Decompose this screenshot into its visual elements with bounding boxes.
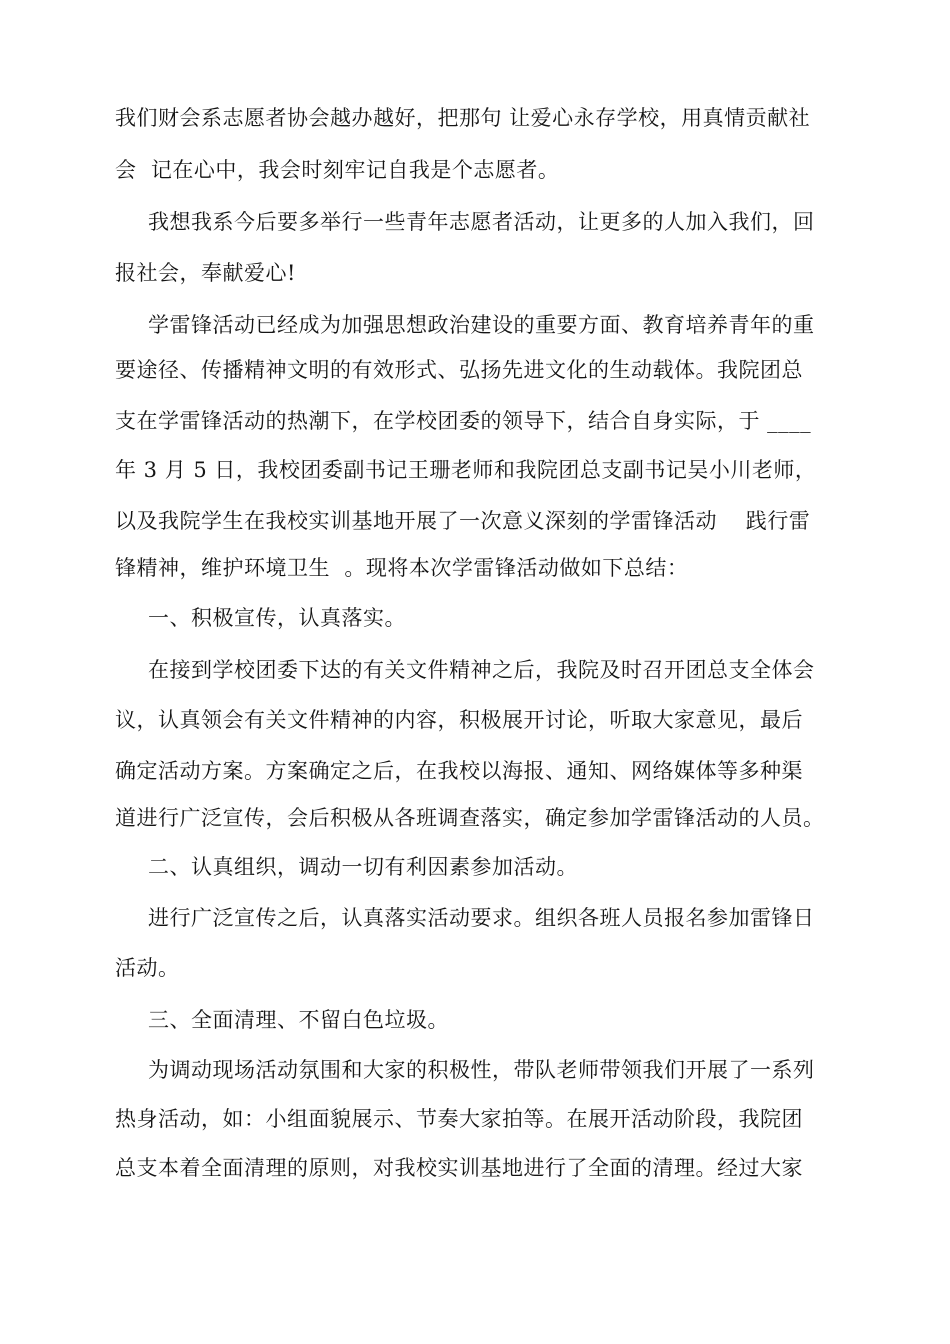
text-line: 进行广泛宣传之后，认真落实活动要求。组织各班人员报名参加雷锋日 [148,906,815,930]
text-line: 以及我院学生在我校实训基地开展了一次意义深刻的学雷锋活动 践行雷 [115,509,811,533]
text-line: 会 记在心中，我会时刻牢记自我是个志愿者。 [115,158,560,182]
text-line: 在接到学校团委下达的有关文件精神之后，我院及时召开团总支全体会 [148,658,815,682]
text-line: 学雷锋活动已经成为加强思想政治建设的重要方面、教育培养青年的重 [148,313,815,337]
text-line: 为调动现场活动氛围和大家的积极性，带队老师带领我们开展了一系列 [148,1058,815,1082]
text-line: 热身活动，如：小组面貌展示、节奏大家拍等。在展开活动阶段，我院团 [115,1107,803,1131]
text-line: 要途径、传播精神文明的有效形式、弘扬先进文化的生动载体。我院团总 [115,358,803,382]
section-heading: 一、积极宣传，认真落实。 [148,606,406,630]
text-line: 道进行广泛宣传，会后积极从各班调查落实，确定参加学雷锋活动的人员。 [115,806,825,830]
section-heading: 二、认真组织，调动一切有利因素参加活动。 [148,855,578,879]
text-line: 报社会，奉献爱心! [115,261,296,285]
text-line: 年 3 月 5 日，我校团委副书记王珊老师和我院团总支副书记吴小川老师， [115,458,817,482]
text-line: 议，认真领会有关文件精神的内容，积极展开讨论，听取大家意见，最后 [115,708,803,732]
section-heading: 三、全面清理、不留白色垃圾。 [148,1008,449,1032]
text-line: 活动。 [115,956,180,980]
text-line: 确定活动方案。方案确定之后，在我校以海报、通知、网络媒体等多种渠 [115,759,803,783]
text-line: 我们财会系志愿者协会越办越好，把那句 让爱心永存学校，用真情贡献社 [115,106,811,130]
text-line: 我想我系今后要多举行一些青年志愿者活动，让更多的人加入我们，回 [148,210,815,234]
text-line: 总支本着全面清理的原则，对我校实训基地进行了全面的清理。经过大家 [115,1156,803,1180]
text-line: 支在学雷锋活动的热潮下，在学校团委的领导下，结合自身实际，于 ____ [115,409,812,433]
text-line: 锋精神，维护环境卫生 。现将本次学雷锋活动做如下总结： [115,556,689,580]
